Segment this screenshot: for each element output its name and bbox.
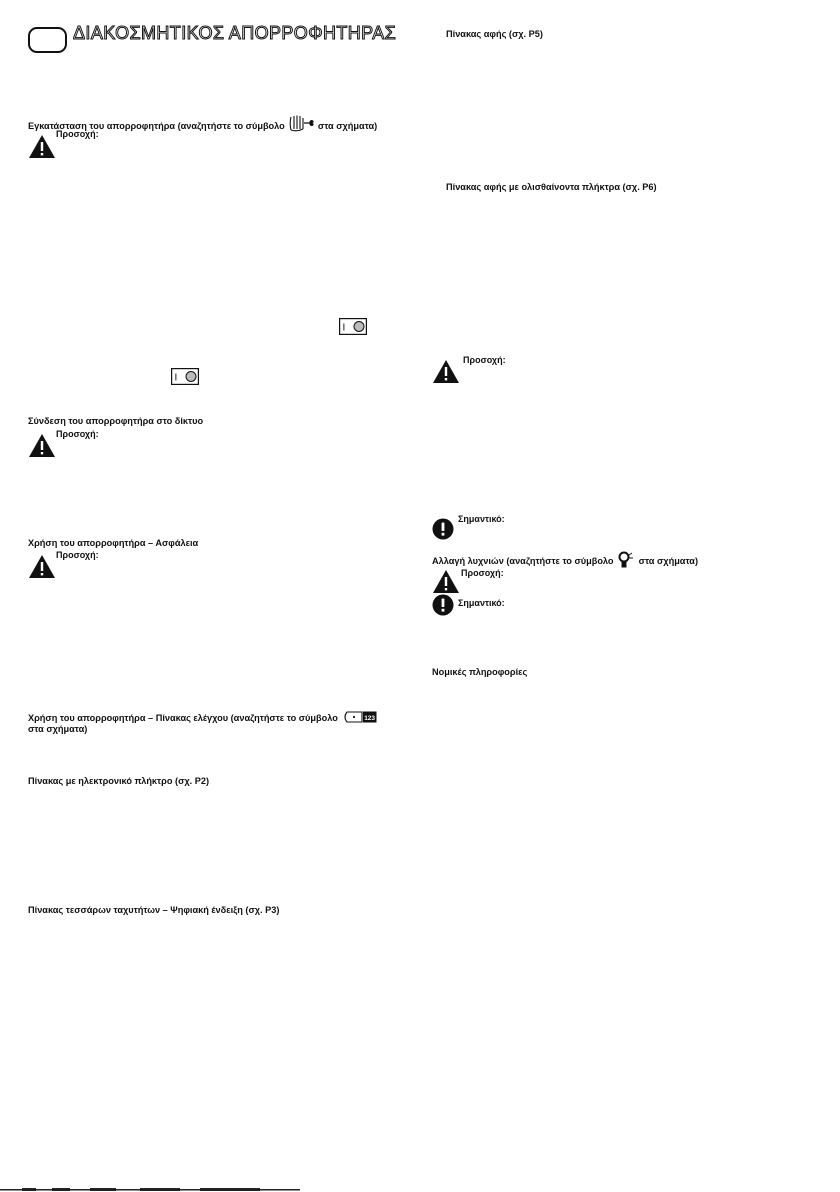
exclamation-circle-icon: [432, 518, 454, 540]
panel-p2-heading: Πίνακας με ηλεκτρονικό πλήκτρο (σχ. P2): [28, 776, 210, 786]
exclamation-circle-icon: [432, 594, 454, 616]
on-off-switch-icon: [171, 368, 199, 385]
installation-heading: Εγκατάσταση του απορροφητήρα (αναζητήστε το σύμβολο στα σχήματα): [28, 114, 377, 132]
control-panel-heading: Χρήση του απορροφητήρα – Πίνακας ελέγχου (αναζητήστε το σύμβολο 123: [28, 713, 376, 723]
warning-triangle-icon: [28, 134, 56, 159]
warning-triangle-icon: [432, 569, 460, 594]
warning-triangle-icon: [28, 433, 56, 458]
on-off-switch-icon: [339, 318, 367, 335]
panel-p3-heading: Πίνακας τεσσάρων ταχυτήτων – Ψηφιακή ένδειξη (σχ. P3): [28, 905, 280, 915]
safety-heading: Χρήση του απορροφητήρα – Ασφάλεια: [28, 538, 199, 548]
connection-heading: Σύνδεση του απορροφητήρα στο δίκτυο: [28, 416, 204, 426]
svg-text:I: I: [174, 372, 178, 384]
installation-warning-label: Προσοχή:: [56, 129, 99, 139]
safety-warning-label: Προσοχή:: [56, 550, 99, 560]
lamp-warning-label: Προσοχή:: [461, 568, 504, 578]
svg-text:I: I: [342, 322, 346, 334]
panel-p6-heading: Πίνακας αφής με ολισθαίνοντα πλήκτρα (σχ. P6): [446, 182, 657, 192]
lamp-change-heading: Αλλαγή λυχνιών (αναζητήστε το σύμβολο στα σχήματα): [432, 551, 698, 569]
control-symbol-text: 123: [364, 715, 376, 722]
hand-wrench-icon: [288, 114, 314, 132]
legal-info-heading: Νομικές πληροφορίες: [432, 667, 528, 677]
lamp-icon: [617, 551, 635, 569]
warning-triangle-icon: [432, 359, 460, 384]
connection-warning-label: Προσοχή:: [56, 429, 99, 439]
page-title: ΔΙΑΚΟΣΜΗΤΙΚΟΣ ΑΠΟΡΡΟΦΗΤΗΡΑΣ: [73, 23, 397, 43]
control-panel-display-icon: [343, 711, 377, 723]
warning-triangle-icon: [28, 554, 56, 579]
panel-p5-heading: Πίνακας αφής (σχ. P5): [446, 29, 543, 39]
lamp-important-label: Σημαντικό:: [458, 598, 505, 608]
language-code-box: [28, 27, 67, 53]
print-mark-strip: [0, 1186, 300, 1192]
p6-important-label: Σημαντικό:: [458, 514, 505, 524]
p6-warning-label: Προσοχή:: [463, 355, 506, 365]
control-panel-heading-continued: στα σχήματα): [28, 724, 88, 734]
